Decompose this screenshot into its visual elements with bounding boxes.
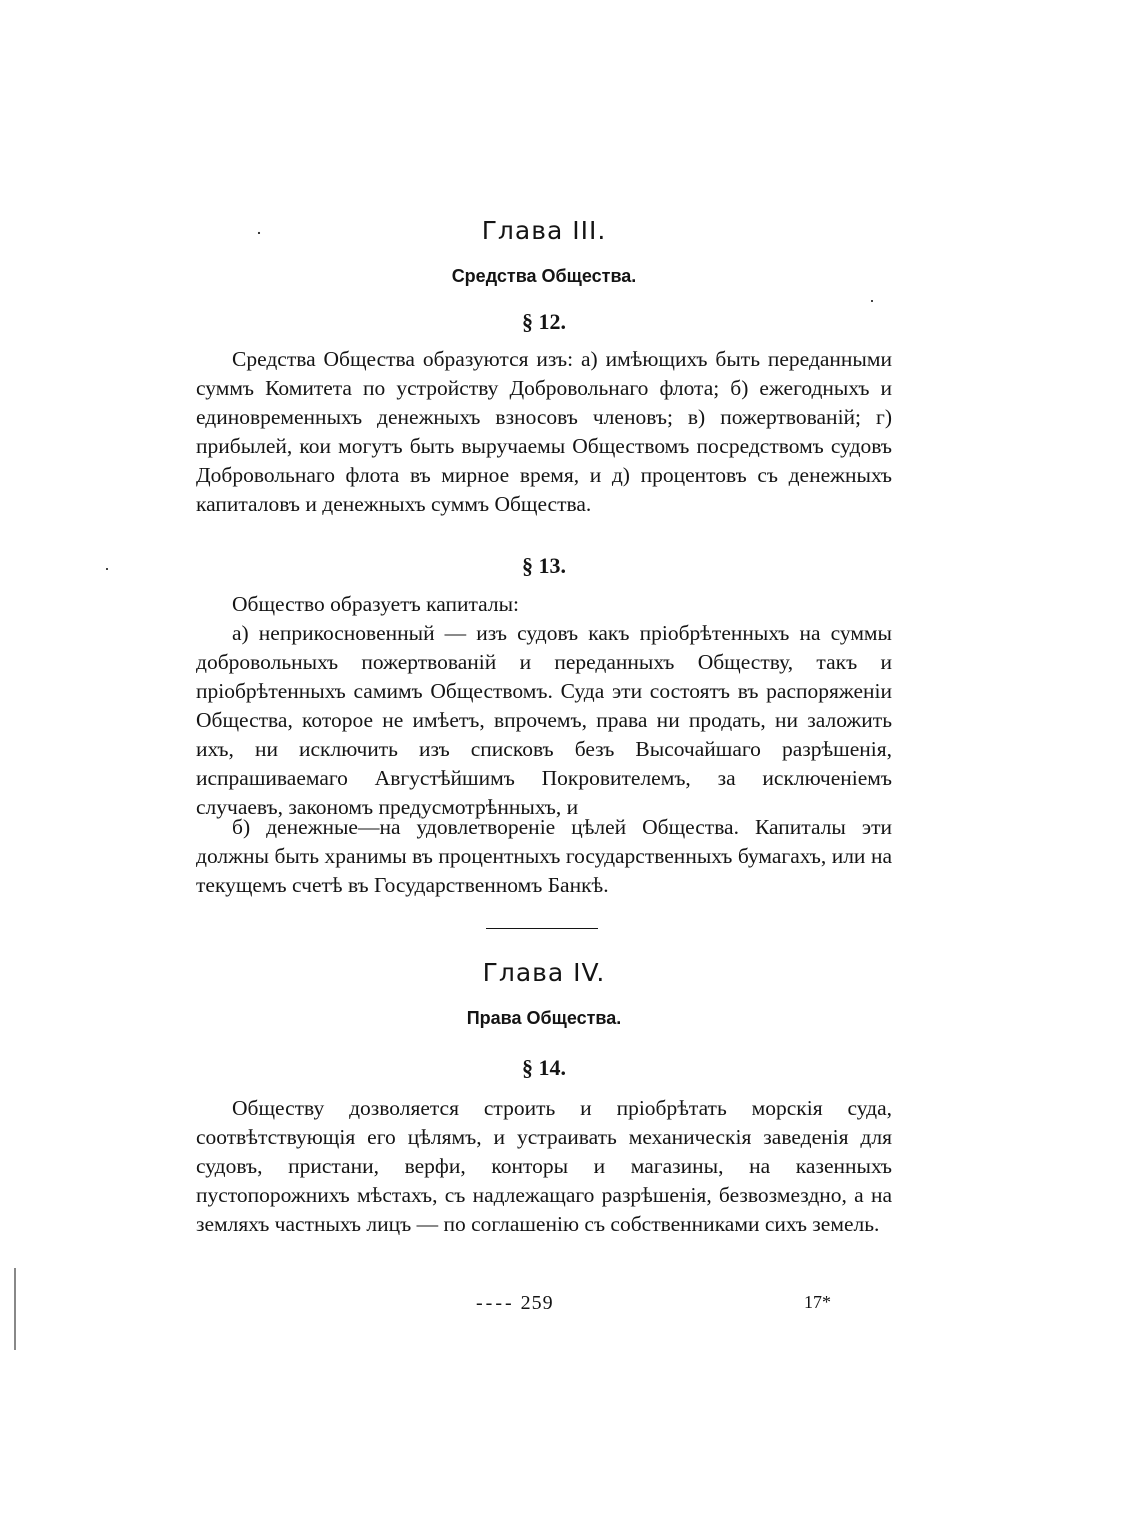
section-12-number: § 12. <box>522 309 566 334</box>
printer-signature: 17* <box>804 1292 831 1312</box>
scan-edge-line <box>14 1268 16 1350</box>
page-number-dashes: ---- <box>476 1292 515 1314</box>
chapter-3-title: Глава III. <box>481 216 607 245</box>
chapter-3-subtitle: Средства Общества. <box>451 266 637 286</box>
section-13-number: § 13. <box>522 553 566 578</box>
section-14-text: Обществу дозволяется строить и пріобрѣтать морскія суда, соотвѣтствующія его цѣлямъ, и устраивать механическія заведенія для судовъ, пристани, верфи, конторы и магазины, на казенныхъ пустопорожнихъ мѣстахъ, съ надлежащаго разрѣшенія, безвозмездно, а на земляхъ частныхъ лицъ — по соглашенію съ собственниками сихъ земель. <box>196 1096 892 1236</box>
section-13-item-b: б) денежные—на удовлетвореніе цѣлей Общества. Капиталы эти должны быть хранимы въ процентныхъ государственныхъ бумагахъ, или на текущемъ счетѣ въ Государственномъ Банкѣ. <box>196 815 892 897</box>
section-13-intro: Общество образуетъ капиталы: <box>232 592 520 616</box>
page-number <box>476 1292 554 1315</box>
chapter-4-subtitle: Права Общества. <box>466 1008 622 1028</box>
bullet-mark: · <box>256 223 262 243</box>
margin-mark <box>106 568 108 570</box>
chapter-4-title: Глава IV. <box>482 958 606 987</box>
page-number-value: 259 <box>520 1292 554 1314</box>
document-page <box>196 0 892 1520</box>
section-13-item-a: а) неприкосновенный — изъ судовъ какъ пріобрѣтенныхъ на суммы добровольныхъ пожертвованій и переданныхъ Обществу, такъ и пріобрѣтенныхъ самимъ Обществомъ. Суда эти состоятъ въ распоряженіи Общества, которое не имѣетъ, впрочемъ, права ни продать, ни заложить ихъ, ни исключить изъ списковъ безъ Высочайшаго разрѣшенія, испрашиваемаго Августѣйшимъ Покровителемъ, за исключеніемъ случаевъ, закономъ предусмотрѣнныхъ, и <box>196 621 892 819</box>
section-14-number: § 14. <box>522 1055 566 1080</box>
chapter-separator <box>486 928 598 929</box>
section-12-text: Средства Общества образуются изъ: а) имѣющихъ быть переданными суммъ Комитета по устройству Добровольнаго флота; б) ежегодныхъ и единовременныхъ денежныхъ взносовъ членовъ; в) пожертвованій; г) прибылей, кои могутъ быть выручаемы Обществомъ посредствомъ судовъ Добровольнаго флота въ мирное время, и д) процентовъ съ денежныхъ капиталовъ и денежныхъ суммъ Общества. <box>196 347 892 516</box>
